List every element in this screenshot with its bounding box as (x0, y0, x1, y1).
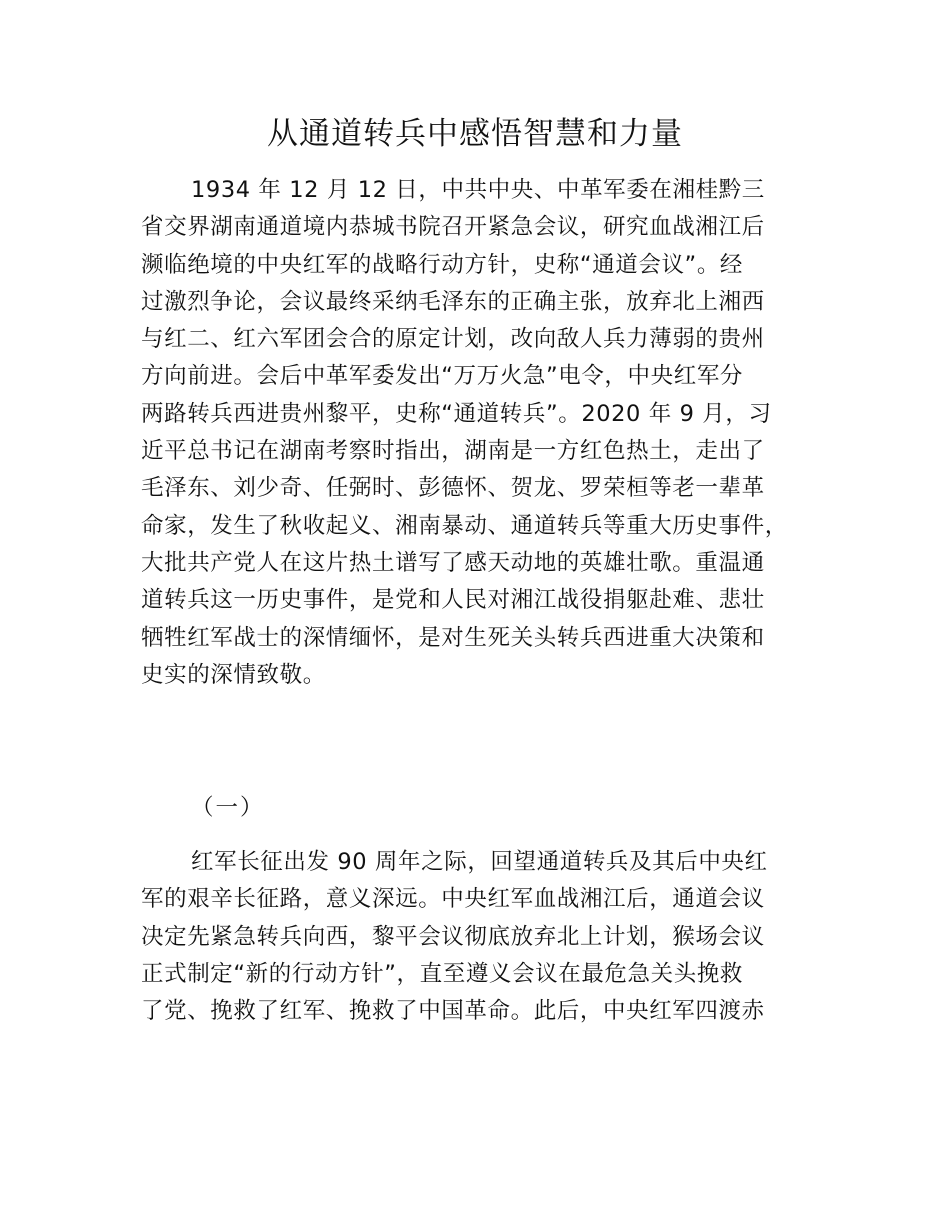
paragraph-line: 红军长征出发 90 周年之际，回望通道转兵及其后中央红 (191, 849, 768, 875)
paragraph-line: 决定先紧急转兵向西，黎平会议彻底放弃北上计划，猴场会议 (141, 923, 765, 950)
paragraph-line: 毛泽东、刘少奇、任弼时、彭德怀、贺龙、罗荣桓等老一辈革 (141, 475, 765, 502)
paragraph-line: 与红二、红六军团会合的原定计划，改向敌人兵力薄弱的贵州 (141, 326, 765, 353)
paragraph-line: 大批共产党人在这片热土谱写了感天动地的英雄壮歌。重温通 (141, 549, 765, 576)
paragraph-line: 命家，发生了秋收起义、湘南暴动、通道转兵等重大历史事件， (141, 512, 788, 539)
paragraph-line: 1934 年 12 月 12 日，中共中央、中革军委在湘桂黔三 (191, 177, 765, 203)
document-title: 从通道转兵中感悟智慧和力量 (267, 116, 683, 152)
paragraph-1 (141, 172, 821, 694)
paragraph-line: 近平总书记在湖南考察时指出，湖南是一方红色热土，走出了 (141, 438, 765, 465)
paragraph-line: 军的艰辛长征路，意义深远。中央红军血战湘江后，通道会议 (141, 886, 765, 913)
paragraph-line: 道转兵这一历史事件，是党和人民对湘江战役捐躯赴难、悲壮 (141, 587, 765, 614)
paragraph-line: 过激烈争论，会议最终采纳毛泽东的正确主张，放弃北上湘西 (141, 288, 765, 315)
paragraph-line: 史实的深情致敬。 (141, 661, 326, 688)
paragraph-line: 方向前进。会后中革军委发出“万万火急”电令，中央红军分 (141, 363, 744, 390)
paragraph-line: 两路转兵西进贵州黎平，史称“通道转兵”。2020 年 9 月，习 (141, 400, 772, 427)
paragraph-line: 省交界湖南通道境内恭城书院召开紧急会议，研究血战湘江后 (141, 214, 765, 241)
paragraph-line: 了党、挽救了红军、挽救了中国革命。此后，中央红军四渡赤 (141, 998, 765, 1025)
paragraph-line: 正式制定“新的行动方针”，直至遵义会议在最危急关头挽救 (141, 960, 744, 987)
paragraph-line: 牺牲红军战士的深情缅怀，是对生死关头转兵西进重大决策和 (141, 624, 765, 651)
paragraph-2 (141, 844, 821, 1030)
section-heading: （一） (191, 795, 265, 821)
paragraph-line: 濒临绝境的中央红军的战略行动方针，史称“通道会议”。经 (141, 251, 744, 278)
